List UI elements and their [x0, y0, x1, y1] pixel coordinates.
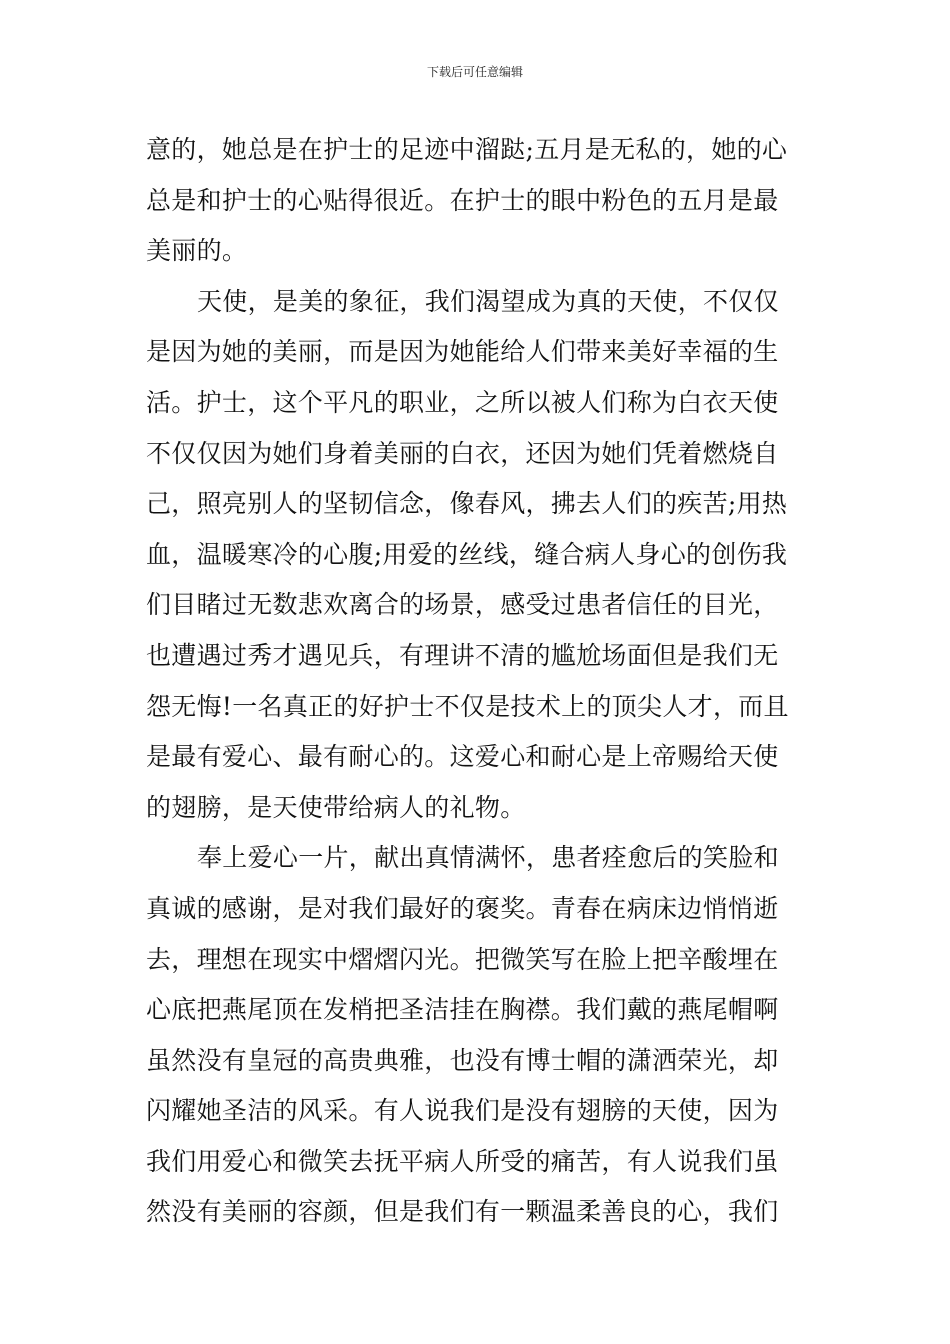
text-line: 的翅膀，是天使带给病人的礼物。: [146, 792, 526, 822]
text-line: 心底把燕尾顶在发梢把圣洁挂在胸襟。我们戴的燕尾帽啊: [146, 995, 779, 1025]
text-line: 去，理想在现实中熠熠闪光。把微笑写在脸上把辛酸埋在: [146, 944, 779, 974]
text-line: 真诚的感谢，是对我们最好的褒奖。青春在病床边悄悄逝: [146, 893, 779, 923]
text-line: 美丽的。: [146, 236, 248, 266]
text-line: 是最有爱心、最有耐心的。这爱心和耐心是上帝赐给天使: [146, 742, 779, 772]
text-line: 血，温暖寒冷的心腹;用爱的丝线，缝合病人身心的创伤我: [146, 539, 788, 569]
text-line: 意的，她总是在护士的足迹中溜跶;五月是无私的，她的心: [146, 135, 788, 164]
text-line: 怨无悔!一名真正的好护士不仅是技术上的顶尖人才，而且: [146, 691, 789, 721]
page-header: 下载后可任意编辑: [426, 65, 523, 79]
text-line: 活。护士，这个平凡的职业，之所以被人们称为白衣天使: [146, 387, 779, 417]
text-line: 然没有美丽的容颜，但是我们有一颗温柔善良的心，我们: [146, 1197, 779, 1227]
text-line: 们目睹过无数悲欢离合的场景，感受过患者信任的目光，: [146, 590, 779, 620]
paragraph: [146, 833, 811, 1238]
paragraph: [146, 277, 811, 834]
text-line: 我们用爱心和微笑去抚平病人所受的痛苦，有人说我们虽: [146, 1146, 779, 1176]
text-line: 总是和护士的心贴得很近。在护士的眼中粉色的五月是最: [146, 185, 779, 215]
text-line: 闪耀她圣洁的风采。有人说我们是没有翅膀的天使，因为: [146, 1096, 779, 1126]
body-text: [146, 125, 811, 1238]
text-line: 己，照亮别人的坚韧信念，像春风，拂去人们的疾苦;用热: [146, 489, 788, 519]
paragraph: [146, 125, 811, 277]
text-line: 也遭遇过秀才遇见兵，有理讲不清的尴尬场面但是我们无: [146, 640, 779, 670]
text-line: 虽然没有皇冠的高贵典雅，也没有博士帽的潇洒荣光，却: [146, 1045, 779, 1075]
text-line: 奉上爱心一片，献出真情满怀，患者痊愈后的笑脸和: [197, 843, 779, 873]
text-line: 是因为她的美丽，而是因为她能给人们带来美好幸福的生: [146, 337, 779, 367]
text-line: 天使，是美的象征，我们渴望成为真的天使，不仅仅: [197, 286, 779, 316]
text-line: 不仅仅因为她们身着美丽的白衣，还因为她们凭着燃烧自: [146, 438, 779, 468]
